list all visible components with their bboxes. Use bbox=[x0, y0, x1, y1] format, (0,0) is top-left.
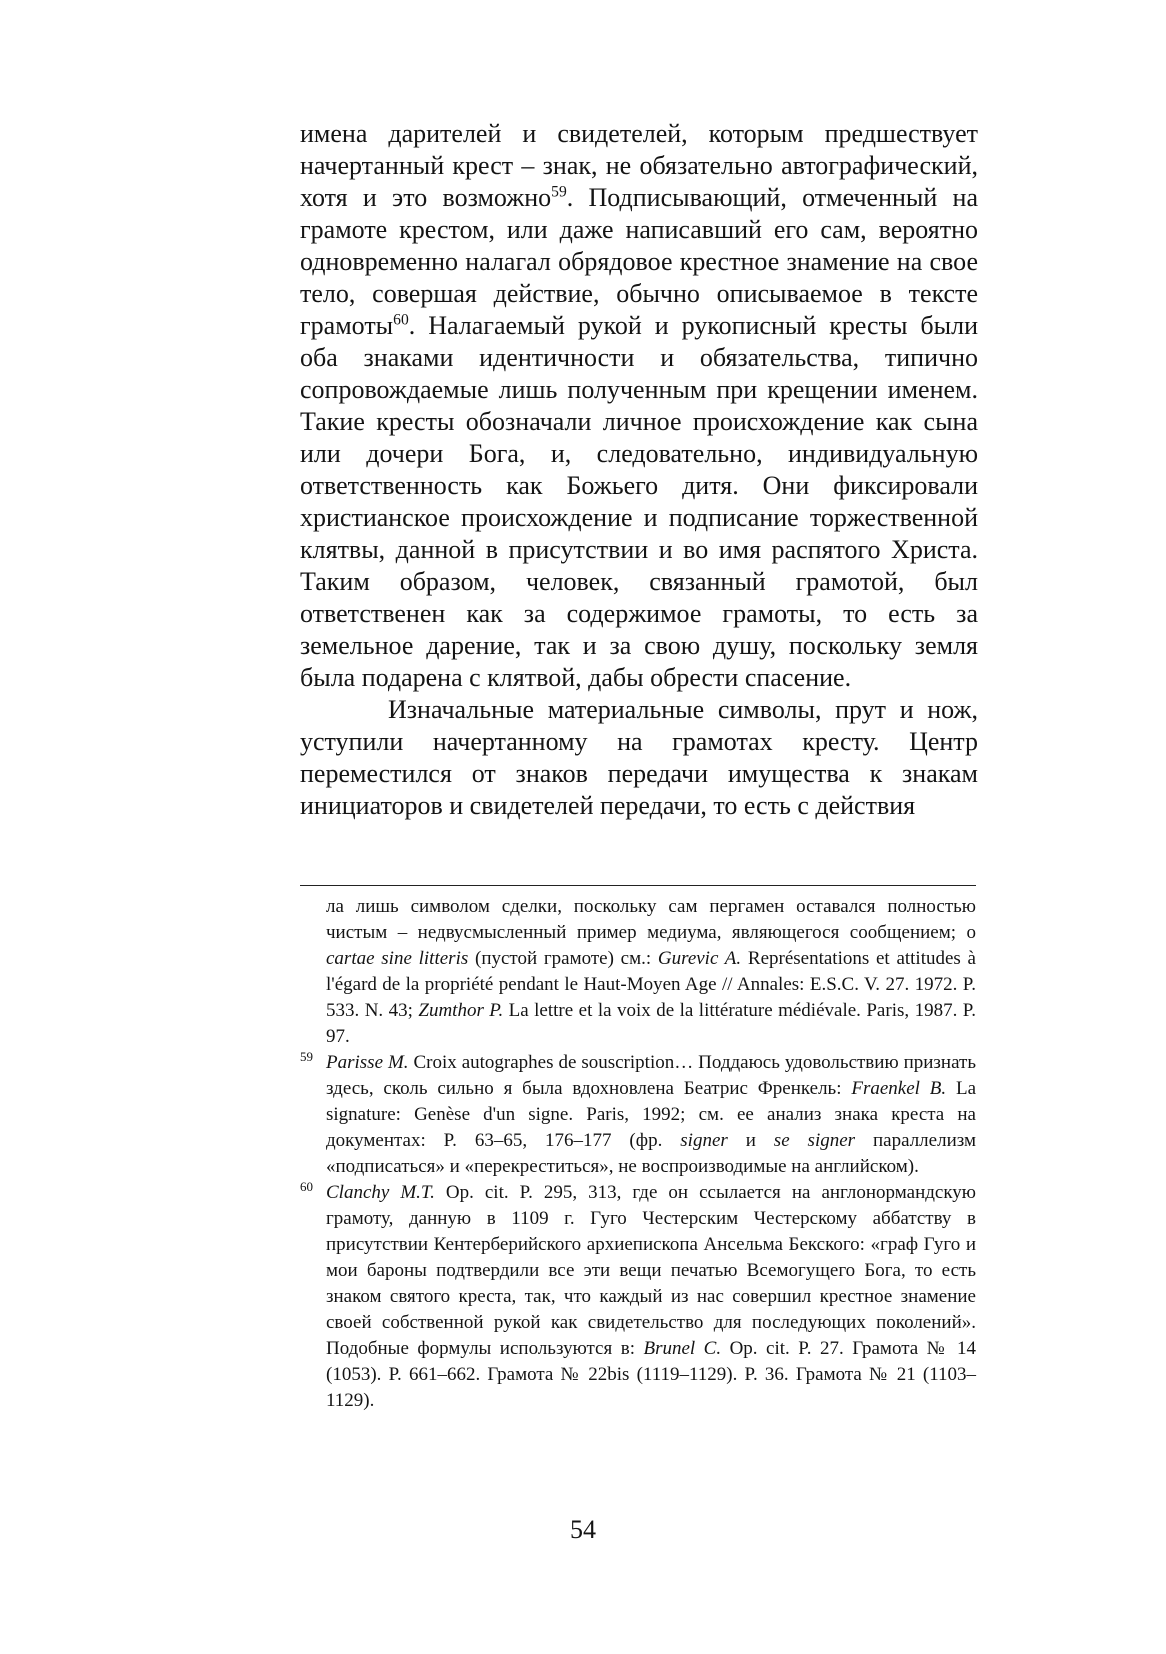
footnote-ref-59[interactable]: 59 bbox=[551, 183, 567, 201]
footnote-divider bbox=[300, 885, 976, 886]
footnotes bbox=[300, 894, 976, 1414]
body-paragraph-1: имена дарителей и свидетелей, которым предшествует начертанный крест – знак, не обязательно автографический, хотя и это возможно$^{59}$. Подписывающий, отмеченный на грамоте крестом, или даже написавший его сам, вероятно одновременно налагал обрядовое крестное знамение на свое тело, совершая действие, обычно описываемое в тексте грамоты$^{60}$. Налагаемый рукой и рукописный кресты были оба знаками идентичности и обязательства, типично сопровождаемые лишь полученным при крещении именем. Такие кресты обозначали личное происхождение как сына или дочери Бога, и, следовательно, индивидуальную ответственность как Божьего дитя. Они фиксировали христианское происхождение и подписание торжественной клятвы, данной в присутствии и во имя распятого Христа. Таким образом, человек, связанный грамотой, был ответственен как за содержимое грамоты, то есть за земельное дарение, так и за свою душу, поскольку земля была подарена с клятвой, дабы обрести спасение. bbox=[300, 119, 978, 692]
footnote-continuation: ла лишь символом сделки, поскольку сам пергамен оставался полностью чистым – недвусмысленный пример медиума, являющегося сообщением; о cartae sine litteris (пустой грамоте) см.: Gurevic A. Représentations et attitudes à l'égard de la propriété pendant le Haut-Moyen Age // Annales: E.S.C. V. 27. 1972. P. 533. N. 43; Zumthor P. La lettre et la voix de la littérature médiévale. Paris, 1987. P. 97. bbox=[326, 896, 976, 1047]
main-text bbox=[300, 118, 978, 822]
footnote-60: 60 Clanchy M.T. Op. cit. P. 295, 313, где он ссылается на англонормандскую грамоту, данную в 1109 г. Гуго Честерским Честерскому аббатству в присутствии Кентерберийского архиепископа Ансельма Бекского: «граф Гуго и мои бароны подтвердили все эти вещи печатью Всемогущего Бога, то есть знаком святого креста, так, что каждый из нас совершил крестное знамение своей собственной рукой как свидетельство для последующих поколений». Подобные формулы используются в: Brunel C. Op. cit. P. 27. Грамота № 14 (1053). P. 661–662. Грамота № 22bis (1119–1129). P. 36. Грамота № 21 (1103–1129). bbox=[300, 1178, 977, 1411]
footnote-ref-60[interactable]: 60 bbox=[393, 311, 409, 329]
page-number: 54 bbox=[570, 1515, 596, 1544]
body-paragraph-2: Изначальные материальные символы, прут и нож, уступили начертанному на грамотах кресту. Центр переместился от знаков передачи имущества к знакам инициаторов и свидетелей передачи, то есть с действия bbox=[300, 695, 978, 820]
footnote-59: 59 Parisse M. Croix autographes de souscription… Поддаюсь удовольствию признать здесь, сколь сильно я была вдохновлена Беатрис Френкель: Fraenkel B. La signature: Genèse d'un signe. Paris, 1992; см. ее анализ знака креста на документах: P. 63–65, 176–177 (фр. signer и se signer параллелизм «подписаться» и «перекреститься», не воспроизводимые на английском). bbox=[300, 1048, 977, 1177]
